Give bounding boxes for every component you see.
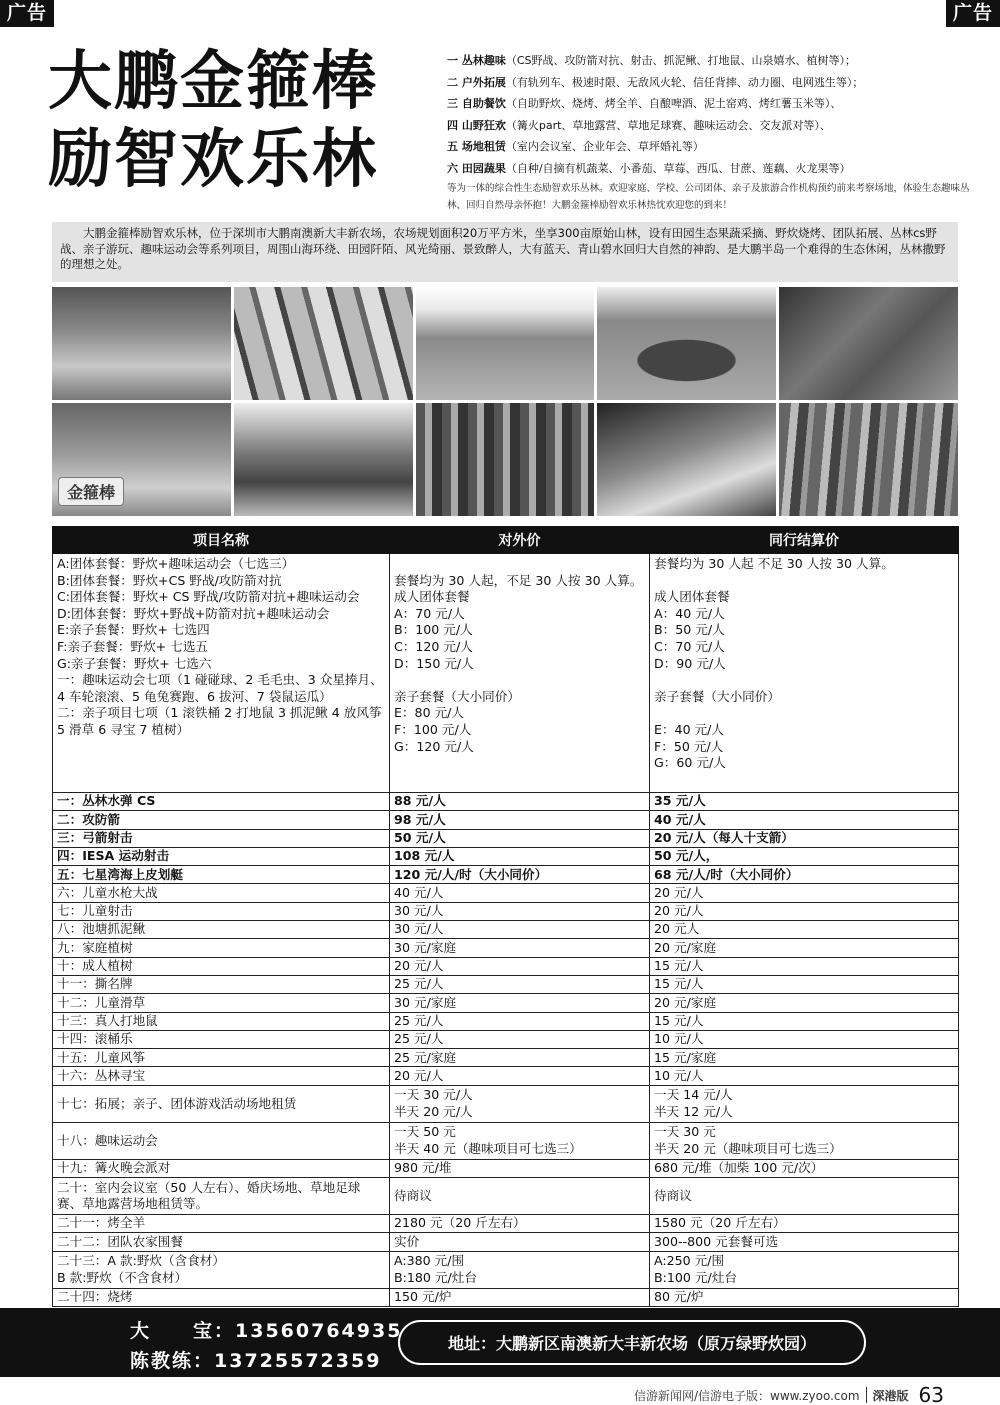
- contact-phone-2: 陈教练：13725572359: [130, 1350, 382, 1372]
- row-project-name: 一：丛林水弹 CS: [53, 793, 390, 811]
- row-public-price: 30 元/家庭: [390, 994, 650, 1012]
- price-row: [53, 1178, 959, 1215]
- price-row: [53, 1251, 959, 1288]
- feature-text: （自助野炊、烧烤、烤全羊、自酿啤酒、泥土窑鸡、烤红薯玉米等）、: [505, 97, 842, 110]
- feature-text: （有轨列车、极速时限、无敌风火轮、信任背摔、动力圈、电网逃生等）；: [505, 75, 864, 89]
- row-project-name: 十一：撕名牌: [53, 975, 390, 993]
- row-project-name: 九：家庭植树: [53, 939, 390, 957]
- row-trade-price: 1580 元（20 斤左右）: [650, 1215, 959, 1233]
- row-trade-price: 一天 30 元 半天 20 元（趣味项目可七选三）: [650, 1122, 959, 1159]
- row-trade-price: 20 元/人（每人十支箭）: [650, 829, 959, 847]
- row-public-price: 150 元/炉: [390, 1288, 650, 1306]
- contact-bar: [0, 1308, 1000, 1377]
- row-public-price: 108 元/人: [390, 847, 650, 865]
- row-trade-price: 680 元/堆（加柴 100 元/次）: [650, 1159, 959, 1177]
- photo-gallery: [52, 287, 958, 516]
- package-names: A:团体套餐：野炊+趣味运动会（七选三） B:团体套餐：野炊+CS 野战/攻防箭对抗 C:团体套餐：野炊+ CS 野战/攻防箭对抗+趣味运动会 D:团体套餐：野炊+野战+防箭对抗+趣味运动会 E:亲子套餐：野炊+ 七选四 F:亲子套餐：野炊+ 七选五 G:亲子套餐：野炊+ 七选六 一：趣味运动会七项（1 碰碰球、2 毛毛虫、3 众星捧月、4 车轮滚滚、5 龟兔赛跑、6 拔河、7 袋鼠运瓜） 二：亲子项目七项（1 滚铁桶 2 打地鼠 3 抓泥鳅 4 放风筝 5 滑草 6 寻宝 7 植树）: [53, 554, 390, 793]
- row-trade-price: 40 元/人: [650, 811, 959, 829]
- col-header-trade-price: 同行结算价: [650, 527, 959, 554]
- feature-text: （自种/自摘有机蔬菜、小番茄、草莓、西瓜、甘蔗、莲藕、火龙果等）: [505, 161, 851, 175]
- price-row: [53, 994, 959, 1012]
- photo-family-forest: [779, 403, 958, 516]
- col-header-project: 项目名称: [53, 527, 390, 554]
- col-header-public-price: 对外价: [390, 527, 650, 554]
- price-row: [53, 866, 959, 884]
- row-project-name: 二十二：团队农家围餐: [53, 1233, 390, 1251]
- price-row: [53, 1085, 959, 1122]
- footer-divider: [866, 1387, 867, 1403]
- title-line-2: 励智欢乐林: [48, 122, 378, 197]
- page-number: 63: [918, 1383, 944, 1405]
- title-line-1: 大鹏金箍棒: [48, 44, 378, 119]
- row-trade-price: 10 元/人: [650, 1030, 959, 1048]
- price-row: [53, 957, 959, 975]
- row-public-price: 一天 30 元/人 半天 20 元/人: [390, 1085, 650, 1122]
- photo-cs-field: [779, 287, 958, 400]
- price-row: [53, 902, 959, 920]
- price-row: [53, 1288, 959, 1306]
- row-project-name: 十九：篝火晚会派对: [53, 1159, 390, 1177]
- row-project-name: 二十三：A 款:野炊（含食材） B 款:野炊（不含食材）: [53, 1251, 390, 1288]
- row-public-price: 25 元/人: [390, 1030, 650, 1048]
- intro-paragraph: 大鹏金箍棒励智欢乐林，位于深圳市大鹏南澳新大丰新农场，农场规划面积20万平方米，坐享300亩原始山林，设有田园生态果蔬采摘、野炊烧烤、团队拓展、丛林cs野战、亲子游玩、趣味运动会等系列项目，周围山海环绕、田园阡陌、风光绮丽、景致醉人，大有蓝天、青山碧水回归大自然的神韵、是大鹏半岛一个难得的生态休闲，丛林撒野的理想之处。: [52, 222, 958, 282]
- photo-sign-lake: [52, 403, 231, 516]
- row-trade-price: 一天 14 元/人 半天 12 元/人: [650, 1085, 959, 1122]
- price-row: [53, 1215, 959, 1233]
- row-project-name: 八：池塘抓泥鳅: [53, 921, 390, 939]
- row-trade-price: 20 元/人: [650, 884, 959, 902]
- contact-phone-1: 大 宝：13560764935: [130, 1320, 403, 1342]
- row-trade-price: 10 元/人: [650, 1067, 959, 1085]
- row-public-price: 120 元/人/时（大小同价）: [390, 866, 650, 884]
- row-trade-price: 15 元/人: [650, 957, 959, 975]
- contact-address: 地址：大鹏新区南澳新大丰新农场（原万绿野炊园）: [398, 1320, 866, 1365]
- row-trade-price: 20 元/人: [650, 902, 959, 920]
- package-row: [53, 554, 959, 793]
- package-trade-prices: 套餐均为 30 人起 不足 30 人按 30 人算。 成人团体套餐 A：40 元/人 B：50 元/人 C：70 元/人 D：90 元/人 亲子套餐（大小同价） E：40 元/人 F：50 元/人 G：60 元/人: [650, 554, 959, 793]
- row-project-name: 二十：室内会议室（50 人左右）、婚庆场地、草地足球赛、草地露营场地租赁等。: [53, 1178, 390, 1215]
- row-project-name: 二十四：烧烤: [53, 1288, 390, 1306]
- feature-item: [447, 93, 972, 115]
- feature-item: [447, 158, 972, 180]
- row-public-price: 25 元/家庭: [390, 1049, 650, 1067]
- photo-circle-team: [597, 287, 776, 400]
- row-trade-price: 80 元/炉: [650, 1288, 959, 1306]
- price-row: [53, 793, 959, 811]
- welcome-text: 等为一体的综合性生态励智欢乐丛林。欢迎家庭、学校、公司团体、亲子及旅游合作机构预约前来考察场地，体验生态趣味丛林、回归自然母亲怀抱！大鹏金箍棒励智欢乐林热忱欢迎您的到来！: [447, 183, 970, 211]
- row-public-price: A:380 元/围 B:180 元/灶台: [390, 1251, 650, 1288]
- row-trade-price: 15 元/人: [650, 975, 959, 993]
- photo-group-banner: [234, 403, 413, 516]
- price-row: [53, 975, 959, 993]
- photo-kayak-lake: [52, 287, 231, 400]
- price-row: [53, 921, 959, 939]
- row-project-name: 十八：趣味运动会: [53, 1122, 390, 1159]
- ad-tag-right: 广告: [946, 0, 1000, 27]
- feature-list: [447, 50, 972, 214]
- row-project-name: 四：IESA 运动射击: [53, 847, 390, 865]
- row-public-price: 25 元/人: [390, 975, 650, 993]
- row-trade-price: 15 元/家庭: [650, 1049, 959, 1067]
- row-project-name: 二：攻防箭: [53, 811, 390, 829]
- row-trade-price: 待商议: [650, 1178, 959, 1215]
- price-row: [53, 884, 959, 902]
- feature-head: 三 自助餐饮: [447, 97, 506, 110]
- row-public-price: 20 元/人: [390, 957, 650, 975]
- row-trade-price: 35 元/人: [650, 793, 959, 811]
- row-trade-price: 20 元人: [650, 921, 959, 939]
- feature-text: （CS野战、攻防箭对抗、射击、抓泥鳅、打地鼠、山泉嬉水、植树等）；: [505, 54, 857, 67]
- row-project-name: 十三：真人打地鼠: [53, 1012, 390, 1030]
- row-trade-price: 20 元/家庭: [650, 939, 959, 957]
- feature-head: 一 丛林趣味: [447, 54, 506, 67]
- price-row: [53, 829, 959, 847]
- price-row: [53, 1030, 959, 1048]
- row-project-name: 二十一：烤全羊: [53, 1215, 390, 1233]
- row-public-price: 30 元/家庭: [390, 939, 650, 957]
- price-table: [52, 526, 959, 1307]
- row-project-name: 七：儿童射击: [53, 902, 390, 920]
- ad-tag-left: 广告: [0, 0, 54, 27]
- photo-cs-players: [416, 403, 595, 516]
- photo-kayaks-group: [234, 287, 413, 400]
- price-row: [53, 1159, 959, 1177]
- row-public-price: 30 元/人: [390, 902, 650, 920]
- feature-head: 五 场地租赁: [447, 140, 506, 153]
- feature-head: 二 户外拓展: [447, 75, 506, 89]
- feature-head: 六 田园蔬果: [447, 161, 506, 175]
- feature-item: [447, 50, 972, 72]
- row-public-price: 25 元/人: [390, 1012, 650, 1030]
- row-public-price: 2180 元（20 斤左右）: [390, 1215, 650, 1233]
- row-public-price: 88 元/人: [390, 793, 650, 811]
- price-row: [53, 1049, 959, 1067]
- price-row: [53, 811, 959, 829]
- row-trade-price: 68 元/人/时（大小同价）: [650, 866, 959, 884]
- footer-site: 信游新闻网/信游电子版：www.zyoo.com: [634, 1388, 860, 1403]
- package-public-prices: 套餐均为 30 人起，不足 30 人按 30 人算。 成人团体套餐 A：70 元/人 B：100 元/人 C：120 元/人 D：150 元/人 亲子套餐（大小同价） E：80 元/人 F：100 元/人 G：120 元/人: [390, 554, 650, 793]
- row-public-price: 98 元/人: [390, 811, 650, 829]
- price-row: [53, 1122, 959, 1159]
- footer-edition: 深港版: [872, 1388, 909, 1403]
- row-project-name: 十二：儿童滑草: [53, 994, 390, 1012]
- price-row: [53, 847, 959, 865]
- price-row: [53, 1012, 959, 1030]
- price-row: [53, 1067, 959, 1085]
- row-public-price: 待商议: [390, 1178, 650, 1215]
- row-project-name: 六：儿童水枪大战: [53, 884, 390, 902]
- row-public-price: 30 元/人: [390, 921, 650, 939]
- feature-text: （室内会议室、企业年会、草坪婚礼等）: [505, 140, 704, 153]
- price-row: [53, 1233, 959, 1251]
- feature-head: 四 山野狂欢: [447, 118, 506, 132]
- row-project-name: 五：七星湾海上皮划艇: [53, 866, 390, 884]
- row-public-price: 一天 50 元 半天 40 元（趣味项目可七选三）: [390, 1122, 650, 1159]
- feature-text: （篝火part、草地露营、草地足球赛、趣味运动会、交友派对等）、: [505, 118, 831, 132]
- row-public-price: 实价: [390, 1233, 650, 1251]
- row-public-price: 20 元/人: [390, 1067, 650, 1085]
- row-project-name: 三：弓箭射击: [53, 829, 390, 847]
- price-row: [53, 939, 959, 957]
- row-trade-price: 300--800 元套餐可选: [650, 1233, 959, 1251]
- row-project-name: 十五：儿童风筝: [53, 1049, 390, 1067]
- photo-field-game: [416, 287, 595, 400]
- row-trade-price: 50 元/人，: [650, 847, 959, 865]
- row-public-price: 50 元/人: [390, 829, 650, 847]
- feature-item: [447, 72, 972, 94]
- row-trade-price: A:250 元/围 B:100 元/灶台: [650, 1251, 959, 1288]
- row-project-name: 十七：拓展；亲子、团体游戏活动场地租赁: [53, 1085, 390, 1122]
- photo-sign-text: 金箍棒: [58, 477, 124, 506]
- row-trade-price: 15 元/人: [650, 1012, 959, 1030]
- row-public-price: 980 元/堆: [390, 1159, 650, 1177]
- feature-item: [447, 136, 972, 158]
- row-project-name: 十：成人植树: [53, 957, 390, 975]
- feature-item: [447, 115, 972, 137]
- row-project-name: 十四：滚桶乐: [53, 1030, 390, 1048]
- row-trade-price: 20 元/家庭: [650, 994, 959, 1012]
- row-project-name: 十六：丛林寻宝: [53, 1067, 390, 1085]
- page-footer: [634, 1383, 944, 1405]
- row-public-price: 40 元/人: [390, 884, 650, 902]
- photo-cooking: [597, 403, 776, 516]
